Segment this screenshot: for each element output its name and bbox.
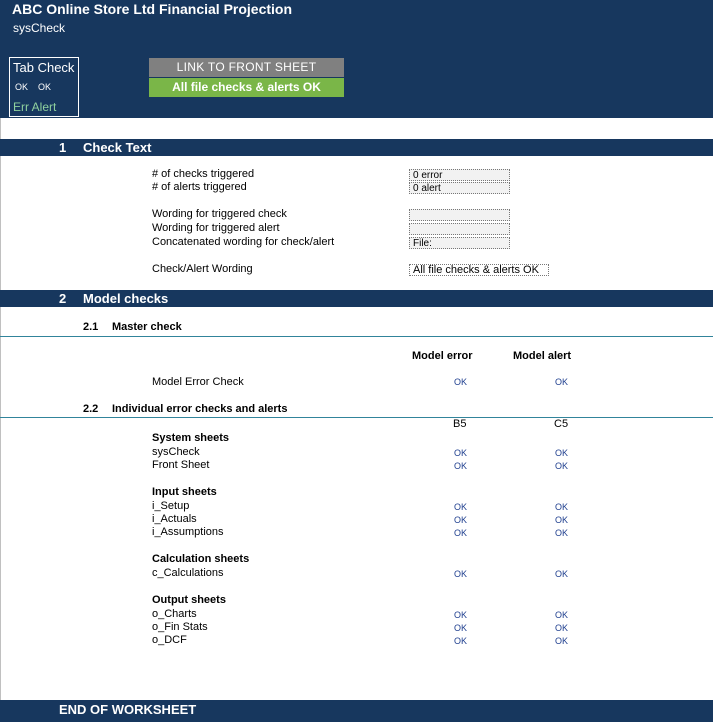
alerts-triggered-value[interactable]: 0 alert xyxy=(409,182,510,194)
row-label: o_DCF xyxy=(152,634,187,646)
row-alert-status: OK xyxy=(555,502,569,512)
tab-check-label: Tab Check xyxy=(13,60,75,75)
row-label: i_Setup xyxy=(152,500,190,512)
row-alert-status: OK xyxy=(555,448,569,458)
section-2-band xyxy=(0,290,713,307)
wording-check-label: Wording for triggered check xyxy=(152,208,287,220)
sheet-name: sysCheck xyxy=(13,21,66,35)
tab-check-panel xyxy=(9,57,79,117)
wording-alert-value[interactable] xyxy=(409,223,510,235)
checks-triggered-value[interactable]: 0 error xyxy=(409,169,510,181)
row-error-status: OK xyxy=(454,636,468,646)
tab-check-alert-status: OK xyxy=(38,82,52,92)
section-1-number: 1 xyxy=(59,140,67,155)
row-alert-status: OK xyxy=(555,610,569,620)
concat-wording-label: Concatenated wording for check/alert xyxy=(152,236,335,248)
tab-check-error-status: OK xyxy=(15,82,29,92)
end-of-worksheet-label: END OF WORKSHEET xyxy=(59,702,197,717)
checks-triggered-label: # of checks triggered xyxy=(152,168,255,180)
row-alert-status: OK xyxy=(555,636,569,646)
row-error-status: OK xyxy=(454,610,468,620)
section-1-band xyxy=(0,139,713,156)
model-error-check-status: OK xyxy=(454,377,468,387)
subsection-2-2-number: 2.2 xyxy=(83,403,99,415)
row-error-status: OK xyxy=(454,623,468,633)
row-alert-status: OK xyxy=(555,569,569,579)
row-label: sysCheck xyxy=(152,446,200,458)
section-2-title: Model checks xyxy=(83,291,169,306)
subsection-2-2-title: Individual error checks and alerts xyxy=(112,403,288,415)
row-alert-status: OK xyxy=(555,528,569,538)
group-input-title: Input sheets xyxy=(152,486,217,498)
row-label: i_Assumptions xyxy=(152,526,224,538)
page-title: ABC Online Store Ltd Financial Projection xyxy=(12,1,293,17)
subsection-2-1-title: Master check xyxy=(112,321,182,333)
section-2-number: 2 xyxy=(59,291,67,306)
check-alert-wording-value[interactable]: All file checks & alerts OK xyxy=(409,264,549,276)
row-alert-status: OK xyxy=(555,623,569,633)
row-label: o_Fin Stats xyxy=(152,621,208,633)
wording-alert-label: Wording for triggered alert xyxy=(152,222,280,234)
group-calc-title: Calculation sheets xyxy=(152,553,250,565)
row-error-status: OK xyxy=(454,528,468,538)
model-error-header: Model error xyxy=(412,350,473,362)
section-1-title: Check Text xyxy=(83,140,152,155)
wording-check-value[interactable] xyxy=(409,209,510,221)
subsection-2-2-divider xyxy=(0,417,713,418)
subsection-2-1-number: 2.1 xyxy=(83,321,99,333)
alert-ref-cell: C5 xyxy=(554,418,569,430)
link-to-front-sheet-button[interactable]: LINK TO FRONT SHEET xyxy=(149,58,344,77)
file-status-banner: All file checks & alerts OK xyxy=(149,78,344,97)
end-of-worksheet-band xyxy=(0,700,713,722)
row-error-status: OK xyxy=(454,569,468,579)
row-label: i_Actuals xyxy=(152,513,197,525)
check-alert-wording-label: Check/Alert Wording xyxy=(152,263,253,275)
row-error-status: OK xyxy=(454,461,468,471)
row-alert-status: OK xyxy=(555,515,569,525)
row-alert-status: OK xyxy=(555,461,569,471)
row-label: c_Calculations xyxy=(152,567,224,579)
model-error-check-label: Model Error Check xyxy=(152,376,244,388)
model-alert-check-status: OK xyxy=(555,377,569,387)
row-error-status: OK xyxy=(454,448,468,458)
sheet-header xyxy=(0,0,713,118)
group-system-title: System sheets xyxy=(152,432,230,444)
concat-wording-value[interactable]: File: xyxy=(409,237,510,249)
row-error-status: OK xyxy=(454,502,468,512)
row-label: o_Charts xyxy=(152,608,197,620)
model-alert-header: Model alert xyxy=(513,350,572,362)
err-alert-label: Err Alert xyxy=(13,100,57,114)
alerts-triggered-label: # of alerts triggered xyxy=(152,181,247,193)
row-error-status: OK xyxy=(454,515,468,525)
error-ref-cell: B5 xyxy=(453,418,467,430)
group-output-title: Output sheets xyxy=(152,594,226,606)
subsection-2-1-divider xyxy=(0,336,713,337)
row-label: Front Sheet xyxy=(152,459,210,471)
grid-left-line xyxy=(0,118,1,722)
